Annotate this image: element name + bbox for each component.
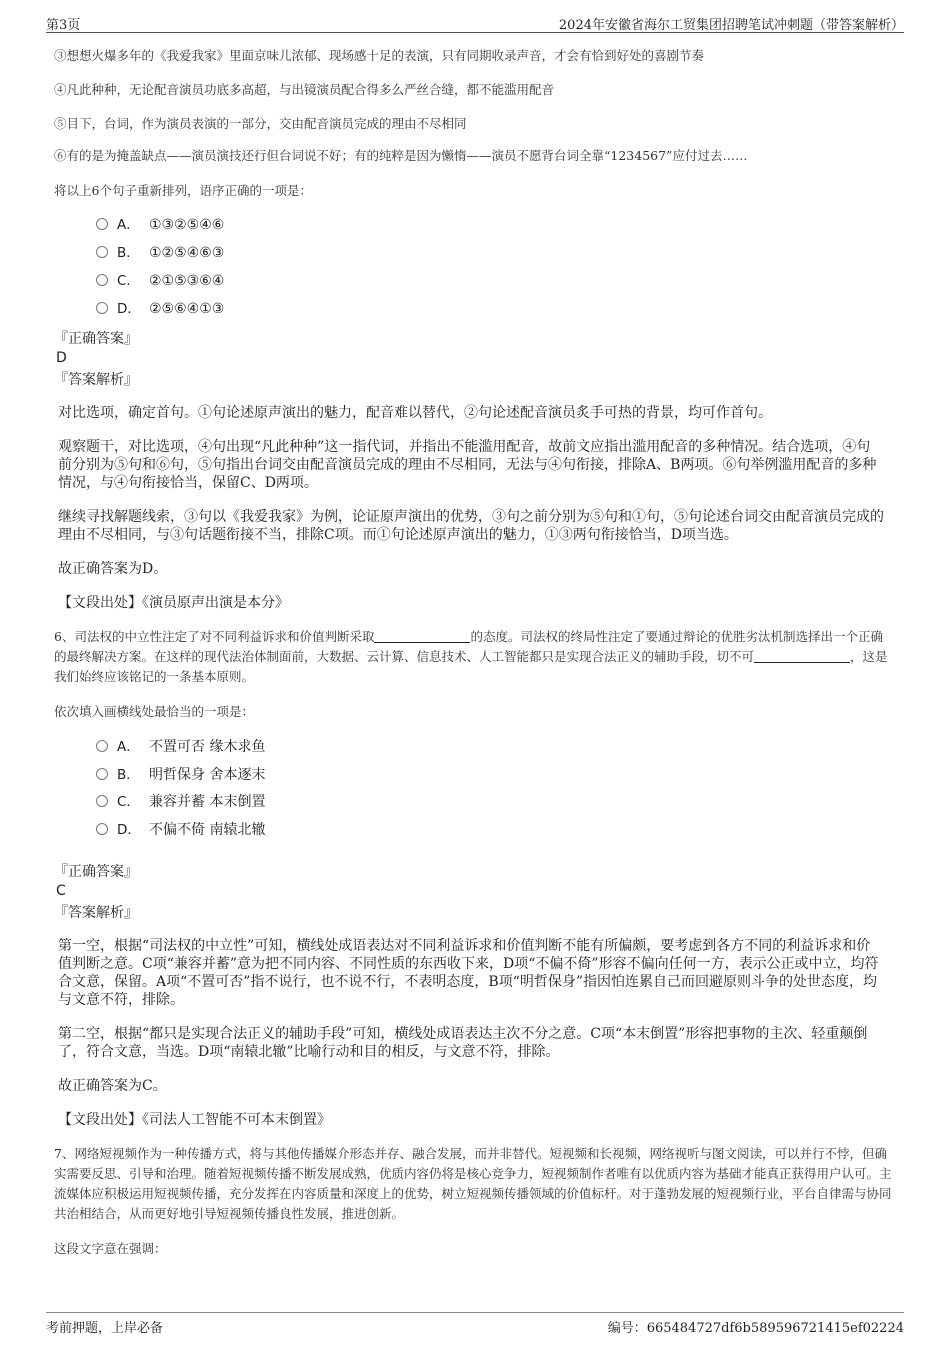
q6-option-b[interactable]: B． 明哲保身 舍本逐末 [96, 766, 265, 784]
page-footer [46, 1312, 904, 1336]
footer-slogan: 考前押题，上岸必备 [46, 1321, 164, 1336]
q7-stem: 7、网络短视频作为一种传播方式，将与其他传播媒介形态并存、融合发展，而并非替代。短视频和长视频，网络视听与图文阅读，可以并行不悖，但确实需要反思、引导和治理。随着短视频传播不断发展成熟，优质内容仍将是核心竞争力，短视频制作者唯有以优质内容为基础才能真正获得用户认可。主流媒体应积极运用短视频传播，充分发挥在内容质量和深度上的优势，树立短视频传播领域的价值标杆。对于蓬勃发展的短视频行业，平台自律需与协同共治相结合，从而更好地引导短视频传播良性发展，推进创新。 [54, 1146, 892, 1221]
radio-icon[interactable] [96, 246, 108, 258]
q5-analysis-label: 『答案解析』 [54, 372, 138, 388]
q6-option-a[interactable]: A． 不置可否 缘木求鱼 [96, 738, 265, 756]
q5-answer: D [56, 350, 67, 366]
q6-answer-label: 『正确答案』 [54, 864, 138, 880]
q6-analysis-2: 第二空，根据“都只是实现合法正义的辅助手段”可知，横线处成语表达主次不分之意。C项“本末倒置”形容把事物的主次、轻重颠倒了，符合文意，当选。D项“南辕北辙”比喻行动和目的相反，与文意不符，排除。 [58, 1026, 868, 1060]
q6-answer: C [56, 883, 66, 899]
radio-icon[interactable] [96, 274, 108, 286]
q6-analysis-1: 第一空，根据“司法权的中立性”可知，横线处成语表达对不同利益诉求和价值判断不能有所偏颇，要考虑到各方不同的利益诉求和价值判断之意。C项“兼容并蓄”意为把不同内容、不同性质的东西收下来，D项“不偏不倚”形容不偏向任何一方，表示公正或中立，均符合文意，保留。A项“不置可否”指不说行，也不说不行，不表明态度，B项“明哲保身”指因怕连累自己而回避原则斗争的处世态度，均与文意不符，排除。 [58, 938, 879, 1008]
radio-icon[interactable] [96, 768, 108, 780]
q6-stem: 6、司法权的中立性注定了对不同利益诉求和价值判断采取 的态度。司法权的终局性注定了要通过辩论的优胜劣汰机制选择出一个正确的最终解决方案。在这样的现代法治体制面前，大数据、云计算、信息技术、人工智能都只是实现合法正义的辅助手段，切不可 ，这是我们始终应该铭记的一条基本原则。 [54, 629, 888, 684]
radio-icon[interactable] [96, 823, 108, 835]
q6-blank-1 [374, 628, 470, 643]
q6-source: 【文段出处】《司法人工智能不可本末倒置》 [58, 1112, 331, 1128]
page-number: 第3页 [46, 18, 81, 33]
q6-prompt: 依次填入画横线处最恰当的一项是： [54, 704, 255, 719]
q5-analysis-2: 观察题干，对比选项，④句出现“凡此种种”这一指代词，并指出不能滥用配音，故前文应指出滥用配音的多种情况。结合选项，④句前分别为⑤句和⑥句，⑤句指出台词交由配音演员完成的理由不尽相同，无法与④句衔接，排除A、B两项。⑥句举例滥用配音的多种情况，与④句衔接恰当，保留C、D两项。 [58, 439, 877, 491]
q5-answer-label: 『正确答案』 [54, 331, 138, 347]
q5-analysis-4: 故正确答案为D。 [58, 561, 168, 577]
q5-sentence-6: ⑥有的是为掩盖缺点——演员演技还行但台词说不好；有的纯粹是因为懒惰——演员不愿背台词全靠“1234567”应付过去…… [54, 148, 748, 163]
radio-icon[interactable] [96, 795, 108, 807]
q5-option-d[interactable]: D． ②⑤⑥④①③ [96, 300, 224, 318]
q5-analysis-1: 对比选项，确定首句。①句论述原声演出的魅力，配音难以替代，②句论述配音演员炙手可热的背景，均可作首句。 [58, 405, 772, 421]
q5-sentence-3: ③想想火爆多年的《我爱我家》里面京味儿浓郁、现场感十足的表演，只有同期收录声音，才会有恰到好处的喜剧节奏 [54, 48, 705, 63]
q5-sentence-5: ⑤目下，台词，作为演员表演的一部分，交由配音演员完成的理由不尽相同 [54, 116, 467, 131]
q5-option-a[interactable]: A． ①③②⑤④⑥ [96, 216, 224, 234]
q6-analysis-label: 『答案解析』 [54, 905, 138, 921]
q7-prompt: 这段文字意在强调： [54, 1241, 167, 1256]
document-title: 2024年安徽省海尔工贸集团招聘笔试冲刺题（带答案解析） [558, 18, 904, 33]
q5-option-b[interactable]: B． ①②⑤④⑥③ [96, 244, 224, 262]
radio-icon[interactable] [96, 302, 108, 314]
document-id: 编号：665484727df6b589596721415ef02224 [607, 1321, 904, 1336]
q5-analysis-3: 继续寻找解题线索，③句以《我爱我家》为例，论证原声演出的优势，③句之前分别为⑤句和①句，⑤句论述台词交由配音演员完成的理由不尽相同，与③句话题衔接不当，排除C项。而①句论述原声演出的魅力，①③两句衔接恰当，D项当选。 [58, 509, 884, 543]
q6-option-d[interactable]: D． 不偏不倚 南辕北辙 [96, 821, 265, 839]
q6-blank-2 [754, 648, 850, 663]
page-header [46, 14, 904, 33]
q5-source: 【文段出处】《演员原声出演是本分》 [58, 595, 289, 611]
q5-option-c[interactable]: C． ②①⑤③⑥④ [96, 272, 224, 290]
q5-sentence-4: ④凡此种种，无论配音演员功底多高超，与出镜演员配合得多么严丝合缝，都不能滥用配音 [54, 82, 555, 97]
q6-analysis-3: 故正确答案为C。 [58, 1078, 167, 1094]
radio-icon[interactable] [96, 740, 108, 752]
q5-prompt: 将以上6个句子重新排列，语序正确的一项是： [54, 183, 312, 198]
radio-icon[interactable] [96, 218, 108, 230]
q6-option-c[interactable]: C． 兼容并蓄 本末倒置 [96, 793, 265, 811]
